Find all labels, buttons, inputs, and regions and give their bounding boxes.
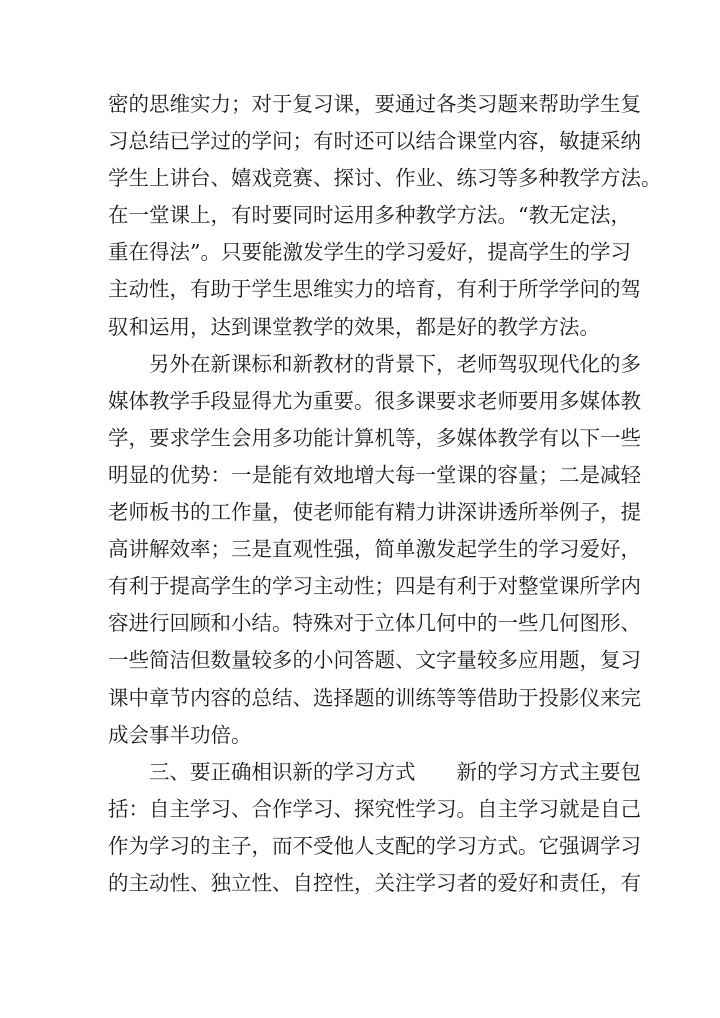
text-line: 课中章节内容的总结、选择题的训练等等借助于投影仪来完 [108,685,641,710]
text-line: 成会事半功倍。 [108,722,252,747]
text-line: 三、要正确相识新的学习方式 新的学习方式主要包 [149,759,641,784]
text-line: 学，要求学生会用多功能计算机等，多媒体教学有以下一些 [108,425,641,450]
text-line: 明显的优势：一是能有效地增大每一堂课的容量；二是减轻 [108,462,641,487]
text-line: 括：自主学习、合作学习、探究性学习。自主学习就是自己 [108,796,641,821]
text-line: 另外在新课标和新教材的背景下，老师驾驭现代化的多 [149,351,641,376]
text-line: 重在得法”。只要能激发学生的学习爱好，提高学生的学习 [108,240,631,265]
text-line: 容进行回顾和小结。特殊对于立体几何中的一些几何图形、 [108,611,641,636]
text-line: 主动性，有助于学生思维实力的培育，有利于所学学问的驾 [108,277,641,302]
text-line: 有利于提高学生的学习主动性；四是有利于对整堂课所学内 [108,574,641,599]
text-line: 的主动性、独立性、自控性，关注学习者的爱好和责任，有 [108,870,641,895]
text-line: 在一堂课上，有时要同时运用多种教学方法。“教无定法， [108,203,631,228]
text-line: 密的思维实力；对于复习课，要通过各类习题来帮助学生复 [108,92,641,116]
text-line: 一些简洁但数量较多的小问答题、文字量较多应用题，复习 [108,648,641,673]
text-line: 老师板书的工作量，使老师能有精力讲深讲透所举例子，提 [108,500,641,525]
text-line: 媒体教学手段显得尤为重要。很多课要求老师要用多媒体教 [108,388,641,413]
text-line: 习总结已学过的学问；有时还可以结合课堂内容，敏捷采纳 [108,129,641,154]
body-text [108,86,662,902]
text-line: 高讲解效率；三是直观性强，简单激发起学生的学习爱好， [108,537,641,562]
text-line: 驭和运用，达到课堂教学的效果，都是好的教学方法。 [108,314,600,339]
text-line: 学生上讲台、嬉戏竞赛、探讨、作业、练习等多种教学方法。 [108,166,662,191]
text-line: 作为学习的主子，而不受他人支配的学习方式。它强调学习 [108,833,641,858]
